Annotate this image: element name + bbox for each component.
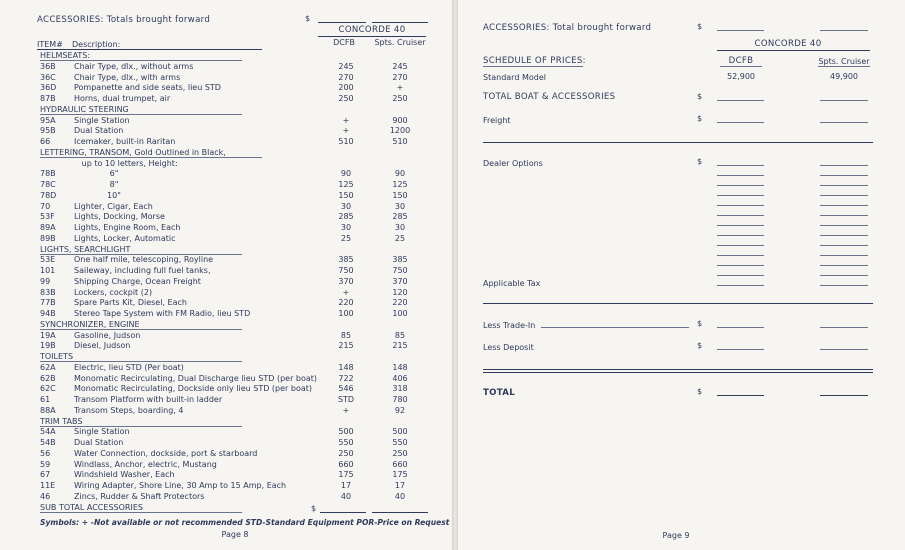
item-number: 87B xyxy=(40,94,56,103)
dcfb-price: 510 xyxy=(338,137,354,146)
section-heading: SUB TOTAL ACCESSORIES xyxy=(40,503,143,512)
item-description: Zincs, Rudder & Shaft Protectors xyxy=(74,492,205,501)
freight-label: Freight xyxy=(483,116,511,125)
item-description: 6" xyxy=(74,169,119,178)
dealer-option-dcfb-line xyxy=(717,205,764,206)
sports-cruiser-price: 40 xyxy=(394,492,406,501)
trade-in-dcfb-line xyxy=(717,327,764,328)
page-number-left: Page 8 xyxy=(221,530,249,539)
item-number: 19A xyxy=(40,331,56,340)
dcfb-price: 200 xyxy=(338,83,354,92)
sports-cruiser-price: 406 xyxy=(392,374,408,383)
dcfb-price: + xyxy=(342,288,350,297)
section-heading: HYDRAULIC STEERING xyxy=(40,105,129,114)
item-description: Water Connection, dockside, port & starboard xyxy=(74,449,258,458)
dealer-option-dcfb-line xyxy=(717,175,764,176)
dcfb-price: 85 xyxy=(340,331,352,340)
section-heading: TOILETS xyxy=(40,352,74,361)
brought-forward-dollar-sign: $ xyxy=(697,22,703,31)
sports-cruiser-price: 100 xyxy=(392,309,408,318)
description-column-header: Description: xyxy=(72,40,121,49)
dcfb-price: 125 xyxy=(338,180,354,189)
item-number: 36D xyxy=(40,83,57,92)
section-heading: LIGHTS, SEARCHLIGHT xyxy=(40,245,131,254)
sports-cruiser-price: 215 xyxy=(392,341,408,350)
total-divider-bottom xyxy=(483,372,873,373)
total-divider-top xyxy=(483,369,873,370)
total-dcfb-line xyxy=(717,395,764,396)
item-number: 101 xyxy=(40,266,56,275)
sports-cruiser-price: 660 xyxy=(392,460,408,469)
item-number: 78B xyxy=(40,169,56,178)
spts-header-underline xyxy=(818,66,870,67)
dealer-option-spts-line xyxy=(820,215,868,216)
dealer-option-spts-line xyxy=(820,235,868,236)
sports-cruiser-price: 370 xyxy=(392,277,408,286)
dealer-option-dcfb-line xyxy=(717,225,764,226)
item-number: 46 xyxy=(40,492,51,501)
section-heading-underline xyxy=(40,329,242,330)
dcfb-price: 250 xyxy=(338,94,354,103)
item-description: Single Station xyxy=(74,116,130,125)
item-description: Horns, dual trumpet, air xyxy=(74,94,171,103)
dcfb-price: 100 xyxy=(338,309,354,318)
standard-model-label: Standard Model xyxy=(483,73,546,82)
less-deposit-label: Less Deposit xyxy=(483,343,534,352)
model-name: CONCORDE 40 xyxy=(338,25,406,35)
section-heading: SYNCHRONIZER, ENGINE xyxy=(40,320,140,329)
sports-cruiser-column-header: Spts. Cruiser xyxy=(818,57,870,66)
item-number: 67 xyxy=(40,470,51,479)
item-number: 70 xyxy=(40,202,51,211)
sports-cruiser-price: 250 xyxy=(392,449,408,458)
item-number: 77B xyxy=(40,298,56,307)
sports-cruiser-price: 120 xyxy=(392,288,408,297)
sports-cruiser-price: 780 xyxy=(392,395,408,404)
item-number: 89B xyxy=(40,234,56,243)
dcfb-price: STD xyxy=(337,395,355,404)
model-name: CONCORDE 40 xyxy=(754,39,822,49)
sports-cruiser-price: 750 xyxy=(392,266,408,275)
tax-dcfb-line xyxy=(717,285,764,286)
dcfb-price: 250 xyxy=(338,449,354,458)
sports-cruiser-column-header: Spts. Cruiser xyxy=(374,38,426,47)
dcfb-price: 215 xyxy=(338,341,354,350)
dcfb-price: + xyxy=(342,126,350,135)
item-description: Chair Type, dlx., without arms xyxy=(74,62,194,71)
sports-cruiser-price: 500 xyxy=(392,427,408,436)
section-divider-2 xyxy=(483,303,873,304)
item-number: 62A xyxy=(40,363,56,372)
item-number: 62C xyxy=(40,384,56,393)
item-number: 54B xyxy=(40,438,56,447)
dcfb-price: 90 xyxy=(340,169,352,178)
page-number-right: Page 9 xyxy=(662,531,690,540)
item-number: 78D xyxy=(40,191,57,200)
dealer-option-dcfb-line xyxy=(717,235,764,236)
standard-model-spts-price: 49,900 xyxy=(830,72,858,81)
item-description: Shipping Charge, Ocean Freight xyxy=(74,277,201,286)
item-description: Windlass, Anchor, electric, Mustang xyxy=(74,460,217,469)
deposit-spts-line xyxy=(820,349,868,350)
item-description: Icemaker, built-in Raritan xyxy=(74,137,176,146)
freight-dcfb-line xyxy=(717,122,764,123)
sports-cruiser-price: 250 xyxy=(392,94,408,103)
dealer-option-dcfb-line xyxy=(717,195,764,196)
dealer-option-dcfb-line xyxy=(717,265,764,266)
item-description: Transom Platform with built-in ladder xyxy=(74,395,223,404)
sports-cruiser-price: 318 xyxy=(392,384,408,393)
brought-forward-spts-line xyxy=(372,22,428,23)
deposit-dollar-sign: $ xyxy=(697,341,703,350)
item-description: Gasoline, Judson xyxy=(74,331,141,340)
dealer-option-spts-line xyxy=(820,195,868,196)
dcfb-price: 17 xyxy=(340,481,352,490)
dealer-option-spts-line xyxy=(820,165,868,166)
section-heading-underline xyxy=(40,60,242,61)
total-boat-accessories-label: TOTAL BOAT & ACCESSORIES xyxy=(483,92,616,102)
dcfb-price: 550 xyxy=(338,438,354,447)
sports-cruiser-price: 148 xyxy=(392,363,408,372)
brought-forward-dollar-sign: $ xyxy=(305,14,311,23)
model-underline xyxy=(318,36,426,37)
accessories-brought-forward-label: ACCESSORIES: Totals brought forward xyxy=(37,15,211,25)
item-number: 36C xyxy=(40,73,56,82)
dcfb-price: 148 xyxy=(338,363,354,372)
item-description: Dual Station xyxy=(74,438,124,447)
item-description: Spare Parts Kit, Diesel, Each xyxy=(74,298,187,307)
dealer-option-spts-line xyxy=(820,255,868,256)
freight-dollar-sign: $ xyxy=(697,114,703,123)
dcfb-price: 175 xyxy=(338,470,354,479)
item-description: Diesel, Judson xyxy=(74,341,131,350)
subtotal-dollar-sign: $ xyxy=(311,504,317,513)
item-number: 61 xyxy=(40,395,51,404)
item-description: Dual Station xyxy=(74,126,124,135)
item-description: Lockers, cockpit (2) xyxy=(74,288,153,297)
item-number: 19B xyxy=(40,341,56,350)
item-description: Lights, Locker, Automatic xyxy=(74,234,176,243)
symbols-legend: Symbols: + -Not available or not recommended STD-Standard Equipment POR-Price on Request xyxy=(40,518,450,527)
section-divider-1 xyxy=(483,142,873,143)
item-description: Windshield Washer, Each xyxy=(74,470,175,479)
sports-cruiser-price: 17 xyxy=(394,481,406,490)
sports-cruiser-price: 125 xyxy=(392,180,408,189)
dealer-options-dollar-sign: $ xyxy=(697,157,703,166)
schedule-of-prices-label: SCHEDULE OF PRICES: xyxy=(483,56,586,66)
dcfb-price: 500 xyxy=(338,427,354,436)
sports-cruiser-price: 30 xyxy=(394,202,406,211)
dealer-option-spts-line xyxy=(820,265,868,266)
sports-cruiser-price: 510 xyxy=(392,137,408,146)
dealer-option-spts-line xyxy=(820,185,868,186)
dcfb-price: 245 xyxy=(338,62,354,71)
sports-cruiser-price: 550 xyxy=(392,438,408,447)
total-boat-dollar-sign: $ xyxy=(697,92,703,101)
item-description: Saileway, including full fuel tanks, xyxy=(74,266,211,275)
applicable-tax-label: Applicable Tax xyxy=(483,279,541,288)
dealer-option-spts-line xyxy=(820,225,868,226)
trade-in-dollar-sign: $ xyxy=(697,319,703,328)
item-description: Electric, lieu STD (Per boat) xyxy=(74,363,184,372)
less-trade-in-label: Less Trade-In xyxy=(483,321,536,330)
item-number: 78C xyxy=(40,180,56,189)
total-dollar-sign: $ xyxy=(697,387,703,396)
sports-cruiser-price: + xyxy=(396,83,404,92)
item-description: 8" xyxy=(74,180,119,189)
sports-cruiser-price: 1200 xyxy=(389,126,411,135)
model-underline xyxy=(717,50,870,51)
item-description: up to 10 letters, Height: xyxy=(74,159,178,168)
dealer-option-dcfb-line xyxy=(717,275,764,276)
item-description: Single Station xyxy=(74,427,130,436)
sports-cruiser-price: 92 xyxy=(394,406,406,415)
item-number: 99 xyxy=(40,277,51,286)
dcfb-price: 285 xyxy=(338,212,354,221)
total-label: TOTAL xyxy=(483,388,515,398)
dcfb-price: 722 xyxy=(338,374,354,383)
dcfb-price: 30 xyxy=(340,202,352,211)
section-heading-underline xyxy=(40,361,242,362)
dcfb-price: 40 xyxy=(340,492,352,501)
item-column-header: ITEM# xyxy=(37,40,63,49)
section-heading: LETTERING, TRANSOM, Gold Outlined in Black, xyxy=(40,148,226,157)
item-description: Stereo Tape System with FM Radio, lieu STD xyxy=(74,309,251,318)
dcfb-price: 370 xyxy=(338,277,354,286)
item-number: 54A xyxy=(40,427,56,436)
brought-forward-spts-line xyxy=(820,30,868,31)
item-description: Transom Steps, boarding, 4 xyxy=(74,406,184,415)
dcfb-price: 25 xyxy=(340,234,352,243)
dcfb-price: 30 xyxy=(340,223,352,232)
total-boat-dcfb-line xyxy=(717,100,764,101)
total-boat-spts-line xyxy=(820,100,868,101)
dealer-option-spts-line xyxy=(820,175,868,176)
column-header-underline xyxy=(37,49,262,50)
item-number: 59 xyxy=(40,460,51,469)
sports-cruiser-price: 245 xyxy=(392,62,408,71)
item-number: 62B xyxy=(40,374,56,383)
dcfb-column-header: DCFB xyxy=(333,38,355,47)
dealer-option-spts-line xyxy=(820,245,868,246)
sports-cruiser-price: 175 xyxy=(392,470,408,479)
item-number: 11E xyxy=(40,481,56,490)
brought-forward-dcfb-line xyxy=(717,30,764,31)
schedule-underline xyxy=(483,66,583,67)
item-description: Monomatic Recirculating, Dual Discharge lieu STD (per boat) xyxy=(74,374,318,383)
item-description: Wiring Adapter, Shore Line, 30 Amp to 15 Amp, Each xyxy=(74,481,287,490)
dealer-option-dcfb-line xyxy=(717,165,764,166)
section-heading: TRIM TABS xyxy=(40,417,83,426)
left-page xyxy=(0,0,452,550)
brought-forward-dcfb-line xyxy=(318,22,366,23)
dcfb-header-underline xyxy=(720,66,762,67)
dealer-option-dcfb-line xyxy=(717,245,764,246)
dcfb-price: 660 xyxy=(338,460,354,469)
trade-in-spts-line xyxy=(820,327,868,328)
section-heading-underline xyxy=(40,512,242,513)
section-heading-underline xyxy=(40,114,242,115)
deposit-dcfb-line xyxy=(717,349,764,350)
item-number: 53F xyxy=(40,212,55,221)
dcfb-price: 385 xyxy=(338,255,354,264)
standard-model-dcfb-price: 52,900 xyxy=(727,72,755,81)
section-heading-underline xyxy=(40,426,242,427)
trade-in-description-line xyxy=(541,327,689,328)
total-spts-line xyxy=(820,395,868,396)
sports-cruiser-price: 270 xyxy=(392,73,408,82)
item-description: 10" xyxy=(74,191,121,200)
dealer-option-dcfb-line xyxy=(717,255,764,256)
item-description: Chair Type, dlx., with arms xyxy=(74,73,181,82)
subtotal-dcfb-line xyxy=(320,512,366,513)
item-number: 83B xyxy=(40,288,56,297)
dealer-option-spts-line xyxy=(820,275,868,276)
item-number: 89A xyxy=(40,223,56,232)
subtotal-spts-line xyxy=(372,512,428,513)
dealer-options-label: Dealer Options xyxy=(483,159,543,168)
item-description: Lights, Docking, Morse xyxy=(74,212,165,221)
dcfb-price: 150 xyxy=(338,191,354,200)
item-number: 36B xyxy=(40,62,56,71)
item-description: Pompanette and side seats, lieu STD xyxy=(74,83,221,92)
sports-cruiser-price: 25 xyxy=(394,234,406,243)
item-description: Lighter, Cigar, Each xyxy=(74,202,153,211)
accessories-total-brought-forward-label: ACCESSORIES: Total brought forward xyxy=(483,23,652,33)
dealer-option-dcfb-line xyxy=(717,215,764,216)
dcfb-price: 546 xyxy=(338,384,354,393)
item-number: 56 xyxy=(40,449,51,458)
sports-cruiser-price: 900 xyxy=(392,116,408,125)
right-page xyxy=(458,0,905,550)
dcfb-price: 270 xyxy=(338,73,354,82)
item-number: 88A xyxy=(40,406,56,415)
dcfb-price: 220 xyxy=(338,298,354,307)
sports-cruiser-price: 85 xyxy=(394,331,406,340)
section-heading-underline xyxy=(40,157,262,158)
sports-cruiser-price: 385 xyxy=(392,255,408,264)
tax-spts-line xyxy=(820,285,868,286)
sports-cruiser-price: 30 xyxy=(394,223,406,232)
item-description: Lights, Engine Room, Each xyxy=(74,223,181,232)
sports-cruiser-price: 285 xyxy=(392,212,408,221)
sports-cruiser-price: 90 xyxy=(394,169,406,178)
sports-cruiser-price: 150 xyxy=(392,191,408,200)
item-number: 53E xyxy=(40,255,56,264)
item-description: One half mile, telescoping, Royline xyxy=(74,255,214,264)
dealer-option-dcfb-line xyxy=(717,185,764,186)
item-number: 95B xyxy=(40,126,56,135)
item-number: 94B xyxy=(40,309,56,318)
section-heading: HELMSEATS: xyxy=(40,51,91,60)
dcfb-price: + xyxy=(342,406,350,415)
sports-cruiser-price: 220 xyxy=(392,298,408,307)
dcfb-price: + xyxy=(342,116,350,125)
item-number: 95A xyxy=(40,116,56,125)
item-number: 66 xyxy=(40,137,51,146)
freight-spts-line xyxy=(820,122,868,123)
dcfb-column-header: DCFB xyxy=(728,56,754,66)
dealer-option-spts-line xyxy=(820,205,868,206)
item-description: Monomatic Recirculating, Dockside only lieu STD (per boat) xyxy=(74,384,313,393)
dcfb-price: 750 xyxy=(338,266,354,275)
